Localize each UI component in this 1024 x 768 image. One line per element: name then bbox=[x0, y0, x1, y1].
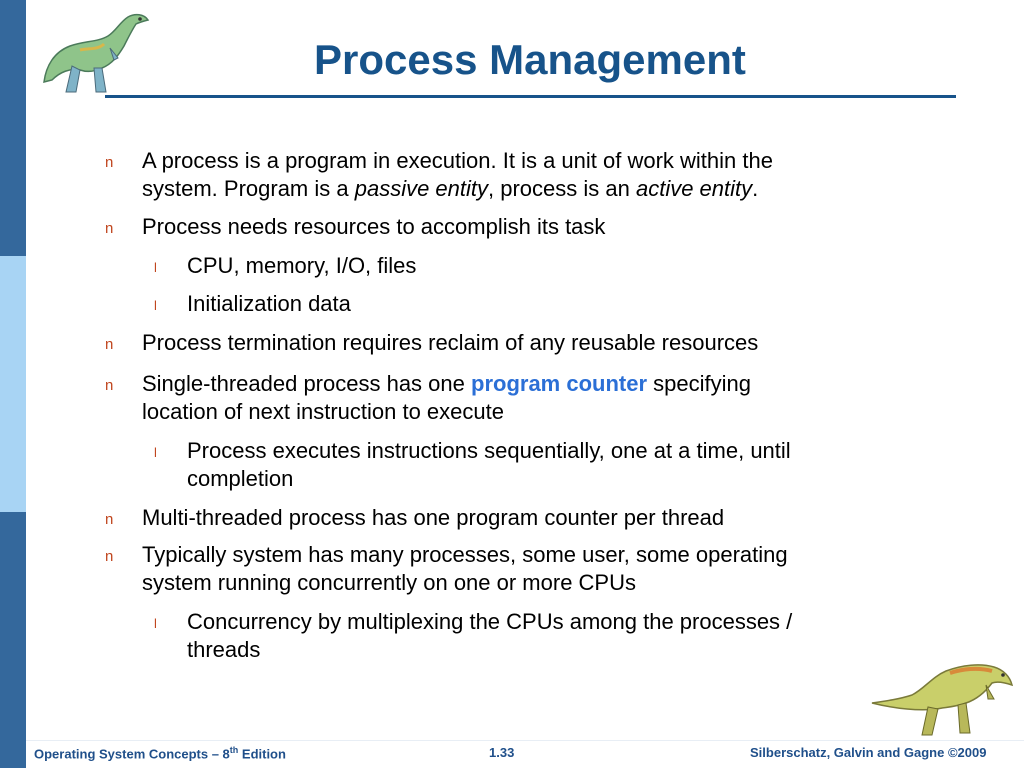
footer-page-number: 1.33 bbox=[489, 745, 515, 760]
dinosaur-icon bbox=[866, 655, 1016, 741]
bullet-item bbox=[142, 147, 932, 203]
bullet-text: Concurrency by multiplexing the CPUs among the processes / bbox=[187, 609, 793, 634]
bullet-marker: n bbox=[105, 220, 114, 237]
sub-bullet-marker: l bbox=[154, 616, 157, 631]
bullet-item: Multi-threaded process has one program counter per thread bbox=[142, 505, 725, 530]
bullet-text: system running concurrently on one or more CPUs bbox=[142, 570, 636, 595]
sub-bullet-item bbox=[187, 437, 927, 493]
sub-bullet-marker: l bbox=[154, 445, 157, 460]
sub-bullet-marker: l bbox=[154, 298, 157, 313]
bullet-text: . bbox=[752, 176, 759, 201]
footer-text: Edition bbox=[238, 746, 286, 762]
bullet-text: location of next instruction to execute bbox=[142, 399, 504, 424]
bullet-marker: n bbox=[105, 511, 114, 528]
bullet-text: , process is an bbox=[488, 176, 636, 201]
footer-authors: Silberschatz, Galvin and Gagne ©2009 bbox=[750, 745, 987, 760]
bullet-text: system. Program is a bbox=[142, 176, 355, 201]
emphasis-text: active entity bbox=[635, 176, 753, 201]
bullet-text: Typically system has many processes, some user, some operating bbox=[142, 542, 788, 567]
bullet-text: Process executes instructions sequentially, one at a time, until bbox=[187, 438, 791, 463]
sub-bullet-item: Initialization data bbox=[187, 291, 351, 316]
bullet-marker: n bbox=[105, 548, 114, 565]
bullet-item bbox=[142, 541, 932, 597]
bullet-item: Process termination requires reclaim of any reusable resources bbox=[142, 330, 759, 355]
footer-divider bbox=[26, 740, 1024, 741]
bullet-marker: n bbox=[105, 336, 114, 353]
highlighted-term: program counter bbox=[471, 371, 648, 396]
bullet-marker: n bbox=[105, 154, 114, 171]
emphasis-text: passive entity bbox=[354, 176, 489, 201]
footer-superscript: th bbox=[229, 745, 239, 755]
sub-bullet-item: CPU, memory, I/O, files bbox=[187, 253, 417, 278]
bullet-text: Single-threaded process has one bbox=[142, 371, 471, 396]
bullet-text: specifying bbox=[647, 371, 751, 396]
bullet-text: threads bbox=[187, 637, 261, 662]
bullet-item bbox=[142, 370, 932, 426]
sub-bullet-item bbox=[187, 608, 927, 664]
sub-bullet-marker: l bbox=[154, 260, 157, 275]
bullet-item: Process needs resources to accomplish its task bbox=[142, 214, 606, 239]
footer-book-title bbox=[34, 745, 286, 761]
slide-title: Process Management bbox=[314, 36, 746, 83]
bullet-text: completion bbox=[187, 466, 294, 491]
bullet-text: A process is a program in execution. It is a unit of work within the bbox=[142, 148, 773, 173]
bullet-marker: n bbox=[105, 377, 114, 394]
footer-text: Operating System Concepts – 8 bbox=[34, 746, 230, 762]
